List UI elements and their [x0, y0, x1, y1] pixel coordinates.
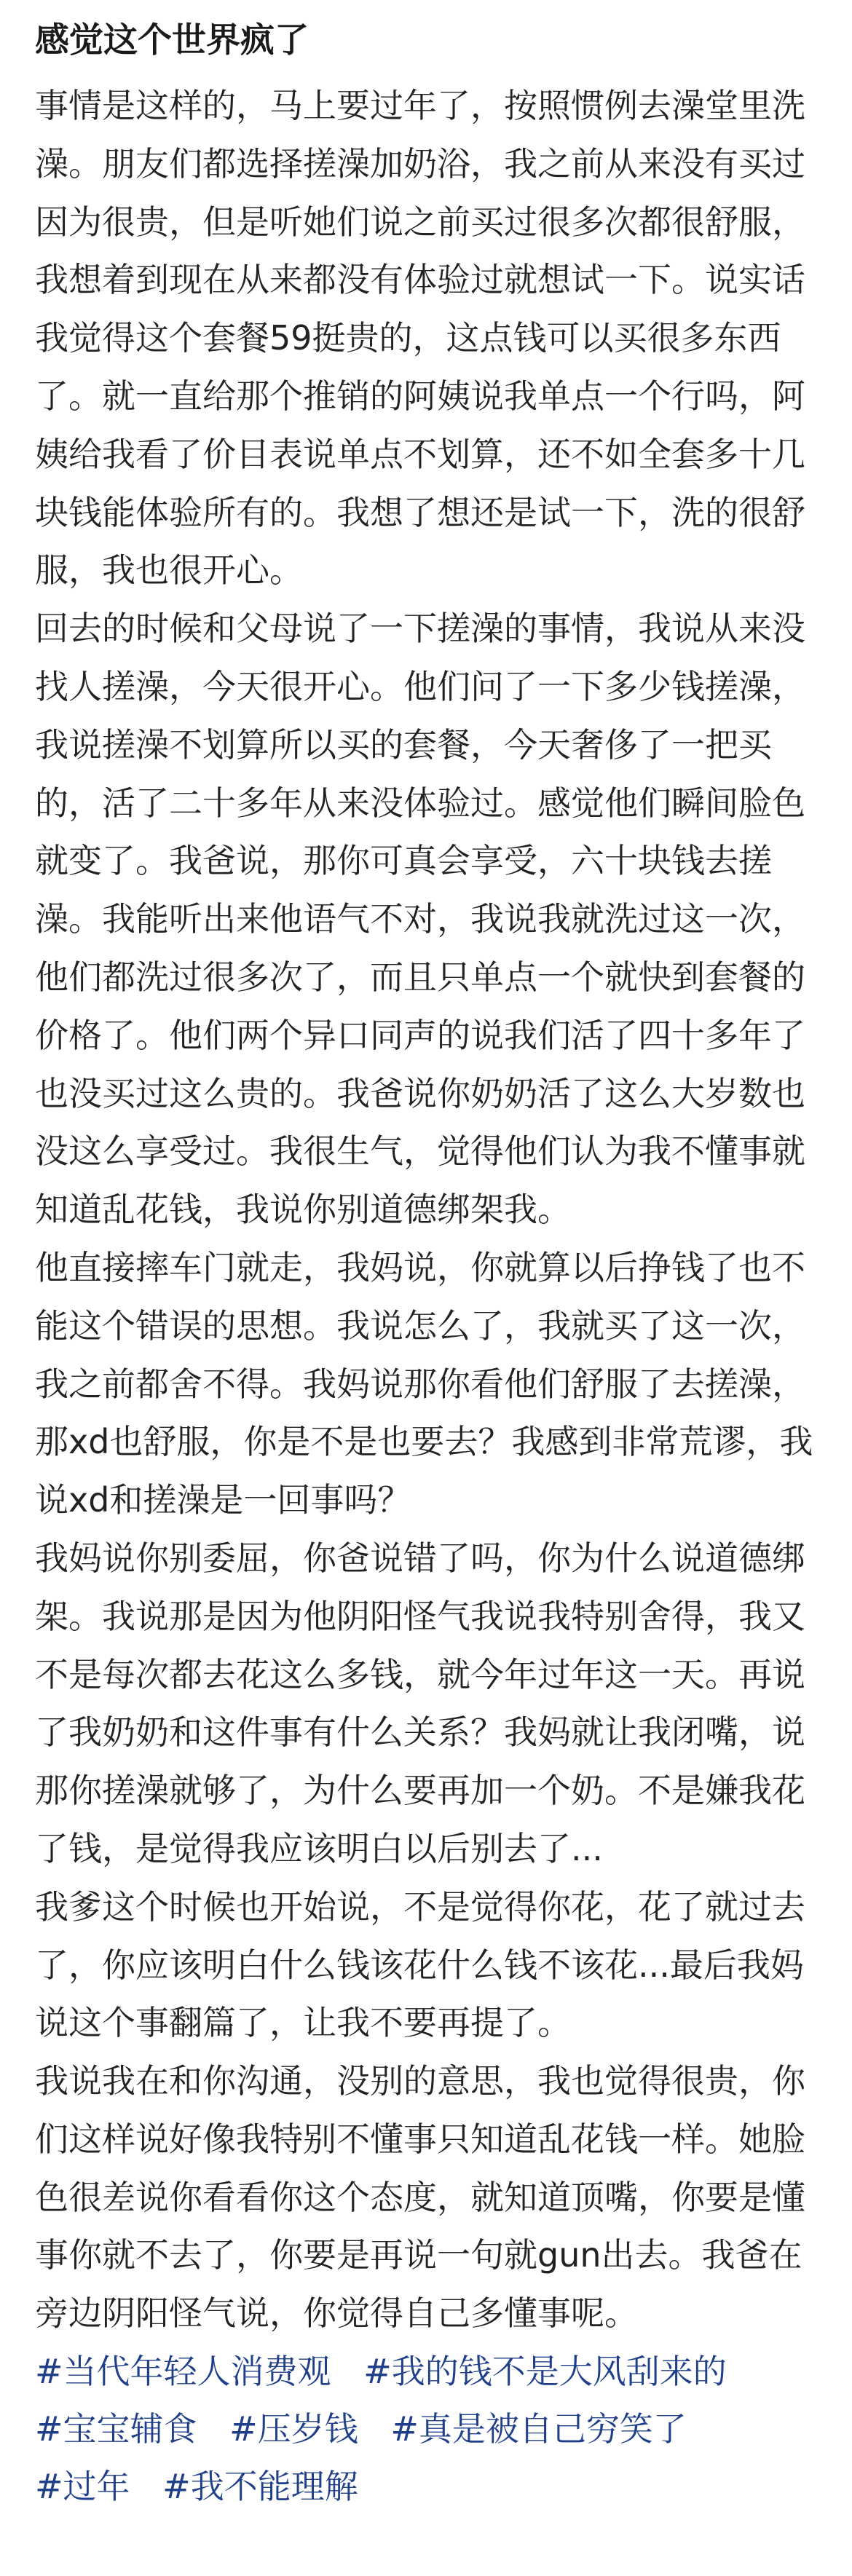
post-paragraph-2: 回去的时候和父母说了一下搓澡的事情，我说从来没找人搓澡，今天很开心。他们问了一下多少钱搓澡，我说搓澡不划算所以买的套餐，今天奢侈了一把买的，活了二十多年从来没体验过。感觉他们瞬间脸色就变了。我爸说，那你可真会享受，六十块钱去搓澡。我能听出来他语气不对，我说我就洗过这一次，他们都洗过很多次了，而且只单点一个就快到套餐的价格了。他们两个异口同声的说我们活了四十多年了也没买过这么贵的。我爸说你奶奶活了这么大岁数也没这么享受过。我很生气，觉得他们认为我不懂事就知道乱花钱，我说你别道德绑架我。: [35, 609, 805, 1230]
post-paragraph-1: 事情是这样的，马上要过年了，按照惯例去澡堂里洗澡。朋友们都选择搓澡加奶浴，我之前从来没有买过因为很贵，但是听她们说之前买过很多次都很舒服，我想着到现在从来都没有体验过就想试一下。说实话我觉得这个套餐59挺贵的，这点钱可以买很多东西了。就一直给那个推销的阿姨说我单点一个行吗，阿姨给我看了价目表说单点不划算，还不如全套多十几块钱能体验所有的。我想了想还是试一下，洗的很舒服，我也很开心。: [35, 86, 805, 590]
hashtag-link[interactable]: #我不能理解: [162, 2467, 358, 2507]
hashtag-link[interactable]: #过年: [35, 2467, 130, 2507]
hashtag-link[interactable]: #当代年轻人消费观: [35, 2352, 331, 2392]
hashtag-link[interactable]: #压岁钱: [229, 2409, 358, 2449]
post-paragraph-6: 我说我在和你沟通，没别的意思，我也觉得很贵，你们这样说好像我特别不懂事只知道乱花钱一样。她脸色很差说你看看你这个态度，就知道顶嘴，你要是懂事你就不去了，你要是再说一句就gun出去。我爸在旁边阴阳怪气说，你觉得自己多懂事呢。: [35, 2061, 805, 2334]
post-paragraph-4: 我妈说你别委屈，你爸说错了吗，你为什么说道德绑架。我说那是因为他阴阳怪气我说我特别舍得，我又不是每次都去花这么多钱，就今年过年这一天。再说了我奶奶和这件事有什么关系？我妈就让我闭嘴，说那你搓澡就够了，为什么要再加一个奶。不是嫌我花了钱，是觉得我应该明白以后别去了...: [35, 1538, 805, 1868]
post-paragraph-5: 我爹这个时候也开始说，不是觉得你花，花了就过去了，你应该明白什么钱该花什么钱不该花...最后我妈说这个事翻篇了，让我不要再提了。: [35, 1886, 805, 2043]
post-paragraph-3: 他直接摔车门就走，我妈说，你就算以后挣钱了也不能这个错误的思想。我说怎么了，我就买了这一次，我之前都舍不得。我妈说那你看他们舒服了去搓澡，那xd也舒服，你是不是也要去？我感到非常荒谬，我说xd和搓澡是一回事吗？: [35, 1247, 813, 1520]
post-title: 感觉这个世界疯了: [35, 20, 309, 60]
hashtag-link[interactable]: #真是被自己穷笑了: [390, 2409, 687, 2449]
hashtag-list: [35, 2343, 817, 2516]
hashtag-link[interactable]: #我的钱不是大风刮来的: [363, 2352, 727, 2392]
hashtag-link[interactable]: #宝宝辅食: [35, 2409, 197, 2449]
